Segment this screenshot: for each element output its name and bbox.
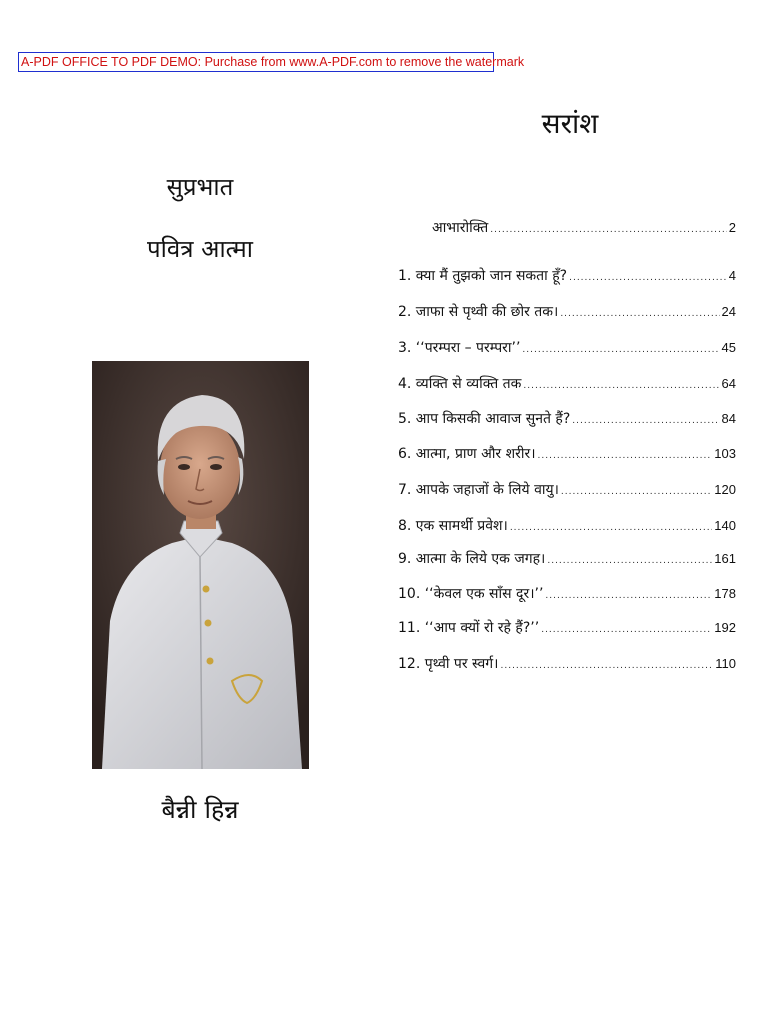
toc-label: आभारोक्ति [432, 220, 489, 236]
book-title-line1: सुप्रभात [166, 173, 234, 201]
toc-page-number: 45 [721, 340, 736, 355]
toc-label: 3. ‘‘परम्परा – परम्परा’’ [398, 340, 521, 356]
toc-page-number: 64 [721, 376, 736, 391]
toc-label: 1. क्या मैं तुझको जान सकता हूँ? [398, 268, 568, 284]
toc-page-number: 120 [714, 482, 736, 497]
toc-label: 10. ‘‘केवल एक साँस दूर।’’ [398, 586, 544, 602]
toc-label: 6. आत्मा, प्राण और शरीर। [398, 446, 536, 462]
toc-label: 9. आत्मा के लिये एक जगह। [398, 551, 546, 567]
toc-row[interactable] [398, 302, 736, 321]
toc-row[interactable] [398, 584, 736, 603]
toc-label: 8. एक सामर्थी प्रवेश। [398, 518, 508, 534]
toc-row[interactable] [398, 549, 736, 568]
toc-row[interactable] [398, 444, 736, 463]
dot-leader [522, 345, 719, 355]
toc-row[interactable] [398, 338, 736, 357]
watermark-banner: A-PDF OFFICE TO PDF DEMO: Purchase from www.A-PDF.com to remove the watermark [18, 52, 494, 72]
dot-leader [561, 487, 712, 497]
toc-row[interactable] [398, 266, 736, 285]
dot-leader [510, 523, 712, 533]
toc-page-number: 24 [721, 304, 736, 319]
toc-page-number: 103 [714, 446, 736, 461]
dot-leader [545, 591, 712, 601]
toc-row[interactable] [398, 409, 736, 428]
toc-heading: सरांश [541, 107, 599, 140]
dot-leader [572, 416, 719, 426]
author-photo [92, 361, 309, 769]
toc-label: 4. व्यक्ति से व्यक्ति तक [398, 376, 522, 392]
dot-leader [523, 381, 719, 391]
toc-label: 7. आपके जहाजों के लिये वायु। [398, 482, 559, 498]
toc-page-number: 161 [714, 551, 736, 566]
toc-page-number: 2 [728, 220, 736, 235]
toc-row[interactable] [398, 654, 736, 673]
dot-leader [538, 451, 713, 461]
book-title-line2: पवित्र आत्मा [147, 235, 253, 263]
toc-label: 11. ‘‘आप क्यों रो रहे हैं?’’ [398, 620, 540, 636]
toc-label: 12. पृथ्वी पर स्वर्ग। [398, 656, 499, 672]
toc-row[interactable] [398, 374, 736, 393]
toc-page-number: 140 [714, 518, 736, 533]
dot-leader [569, 273, 727, 283]
toc-row[interactable] [398, 618, 736, 637]
author-name: बैन्नी हिन्न [161, 795, 239, 824]
toc-label: 2. जाफा से पृथ्वी की छोर तक। [398, 304, 559, 320]
toc-row[interactable] [398, 516, 736, 535]
dot-leader [500, 661, 713, 671]
toc-page-number: 110 [715, 656, 736, 671]
toc-row[interactable] [398, 480, 736, 499]
toc-label: 5. आप किसकी आवाज सुनते हैं? [398, 411, 571, 427]
dot-leader [560, 309, 719, 319]
toc-page-number: 84 [721, 411, 736, 426]
toc-row-preface[interactable] [432, 218, 736, 237]
dot-leader [490, 225, 727, 235]
dot-leader [547, 556, 712, 566]
toc-page-number: 178 [714, 586, 736, 601]
dot-leader [541, 625, 712, 635]
toc-page-number: 4 [728, 268, 736, 283]
toc-page-number: 192 [714, 620, 736, 635]
